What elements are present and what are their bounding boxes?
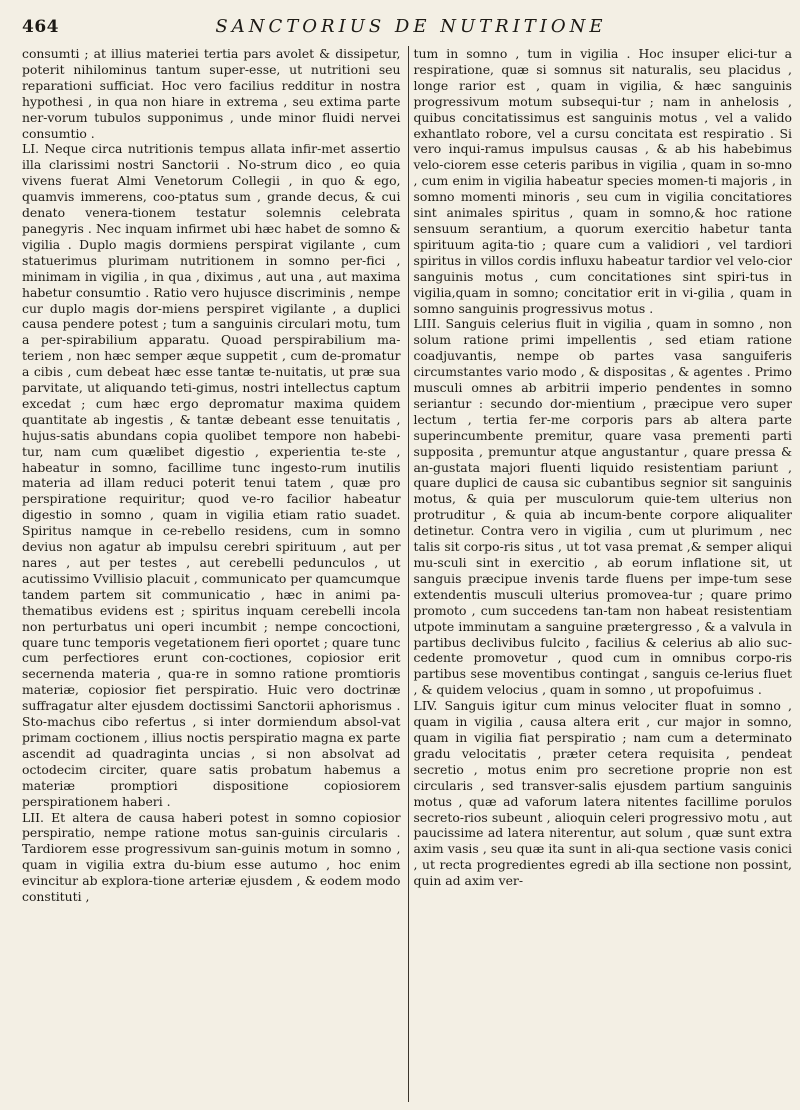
paragraph-liv: LIV. Sanguis igitur cum minus velociter fluat in somno , quam in vigilia , causa altera erit , cur major in somno, quam in vigilia fiat perspiratio ; nam cum a determinato gradu velocitatis , præter cetera requisita , pendeat secretio , motus enim pro secretione proprie non est circularis , sed transver-salis ejusdem partium sanguinis motus , quæ ad vaforum latera nitentes facillime porulos secreto-rios subeunt , alioquin celeri progressivo motu , aut paucissime ad latera niterentur, aut solum , quæ sunt extra axim vasis , seu quæ ita sunt in ali-qua sectione vasis conici , ut recta progredientes egredi ab illa sectione non possint, quin ad axim ver-: [413, 698, 792, 889]
paragraph-continuation: consumti ; at illius materiei tertia pars avolet & dissipetur, poterit nihilominus tantum super-esse, ut nutritioni seu reparationi sufficiat. Hoc vero facilius redditur in nostra hypothesi , in qua non hiare in extrema , seu extima parte ner-vorum tubulos supponimus , unde minor fluidi nervei consumtio .: [22, 46, 401, 141]
text-columns: [22, 46, 792, 1102]
right-column: [413, 46, 793, 1102]
paragraph-lii: LII. Et altera de causa haberi potest in somno copiosior perspiratio, nempe ratione motus san-guinis circularis . Tardiorem esse progressivum san-guinis motum in somno , quam in vigilia extra du-bium esse autumo , hoc enim evincitur ab explora-tione arteriæ ejusdem , & eodem modo constituti ,: [22, 809, 401, 905]
paragraph-lii-continued: tum in somno , tum in vigilia . Hoc insuper elici-tur a respiratione, quæ si somnus sit naturalis, seu placidus , longe rarior est , quam in vigilia, & hæc sanguinis progressivum motum subsequi-tur ; nam in anhelosis , quibus concitatissimus est sanguinis motus , vel a valido exhantlato robore, vel a cursu concitata est respiratio . Si vero inqui-ramus impulsus causas , & ab his habebimus velo-ciorem esse ceteris paribus in vigilia , quam in so-mno , cum enim in vigilia habeatur species momen-ti majoris , in somno momenti minoris , seu cum in vigilia concitatiores sint animales spiritus , quam in somno,& hoc ratione sensuum serantium, a quorum exercitio habetur tanta spirituum agita-tio ; quare cum a validiori , vel tardiori spiritus in villos cordis influxu habeatur tardior vel velo-cior sanguinis motus , cum concitationes sint spiri-tus in vigilia,quam in somno; concitatior erit in vi-gilia , quam in somno sanguinis progressivus motus .: [413, 46, 792, 316]
page-header: [22, 16, 792, 44]
page-number: 464: [22, 17, 59, 37]
column-divider: [408, 46, 409, 1102]
paragraph-liii: LIII. Sanguis celerius fluit in vigilia , quam in somno , non solum ratione primi impellentis , sed etiam ratione coadjuvantis, nempe ob partes vasa sanguiferis circumstantes vario modo , & dispositas , & agentes . Primo musculi omnes ab arbitrii imperio pendentes in somno seriantur : secundo dor-mientium , præcipue vero super lectum , tertia fer-me corporis pars ab altera parte superincumbente premitur, quare vasa prementi parti supposita , premuntur atque angustantur , quare pressa & an-gustata majori fluenti liquido resistentiam pariunt , quare duplici de causa sic cubantibus segnior sit sanguinis motus, & quia per musculorum quie-tem ulterius non protruditur , & quia ab incum-bente corpore aliqualiter detinetur. Contra vero in vigilia , cum ut plurimum , nec talis sit corpo-ris situs , ut tot vasa premat ,& semper aliqui mu-sculi sint in exercitio , ab eorum inflatione sit, ut sanguis præcipue invenis tarde fluens per impe-tum sese extendentis musculi ulterius promovea-tur ; quare primo promoto , cum succedens tan-tam non habeat resistentiam utpote imminutam a sanguine prætergresso , & a valvula in partibus declivibus fulcito , facilius & celerius ab alio suc-cedente promovetur , quod cum in omnibus corpo-ris partibus sese moventibus contingat , sanguis ce-lerius fluet , & quidem velocius , quam in somno , ut propofuimus .: [413, 316, 792, 698]
left-column: [22, 46, 405, 1102]
running-head: SANCTORIUS DE NUTRITIONE: [215, 16, 607, 37]
paragraph-li: LI. Neque circa nutritionis tempus allata infir-met assertio illa clarissimi nostri Sanctorii . No-strum dico , eo quia vivens fuerat Almi Venetorum Collegii , in quo & ego, quamvis immerens, coo-ptatus sum , grande decus, & cui denato venera-tionem testatur solemnis celebrata panegyris . Nec inquam infirmet ubi hæc habet de somno & vigilia . Duplo magis dormiens perspirat vigilante , cum statuerimus plurimam nutritionem in somno per-fici , minimam in vigilia , in qua , diximus , aut una , aut maxima habetur consumtio . Ratio vero hujusce discriminis , nempe cur duplo magis dor-miens perspiret vigilante , a duplici causa pendere potest ; tum a sanguinis circulari motu, tum a per-spirabilium apparatu. Quoad perspirabilium ma-teriem , non hæc semper æque suppetit , cum de-promatur a cibis , cum debeat hæc esse tantæ te-nuitatis, ut præ sua parvitate, ut aliquando teti-gimus, nostri intellectus captum excedat ; cum hæc ergo depromatur maxima quidem quantitate ab ingestis , & tantæ debeant esse tenuitatis , hujus-satis abundans copia quolibet tempore non habebi-tur, nam cum quælibet digestio , experientia te-ste , habeatur in somno, facillime tunc ingesto-rum inutilis materia ad illam reduci poterit tenui tatem , quæ pro perspiratione requiritur; quod ve-ro facilior habeatur digestio in somno , quam in vigilia etiam ratio suadet. Spiritus namque in ce-rebello residens, cum in somno devius non agatur ab impulsu cerebri spirituum , aut per nares , aut per testes , aut cerebelli pedunculos , ut acutissimo Vvillisio placuit , communicato per quamcumque tandem partem sit communicatio , hæc in animi pa-thematibus evidens est ; spiritus inquam cerebelli incola non perturbatus uni operi incumbit ; nempe concoctioni, quare tunc temporis vegetationem fieri oportet ; quare tunc cum perfectiores erunt con-coctiones, copiosior erit secernenda materia , qua-re in somno ratione promtioris materiæ, copiosior fiet perspiratio. Huic vero doctrinæ suffragatur alter ejusdem doctissimi Sanctorii aphorismus . Sto-machus cibo refertus , si inter dormiendum absol-vat primam coctionem , illius noctis perspiratio magna ex parte ascendit ad quadraginta uncias , si non absolvat ad octodecim circiter, quare satis probatum habemus a materiæ promptiori dispositione copiosiorem perspirationem haberi .: [22, 141, 401, 809]
